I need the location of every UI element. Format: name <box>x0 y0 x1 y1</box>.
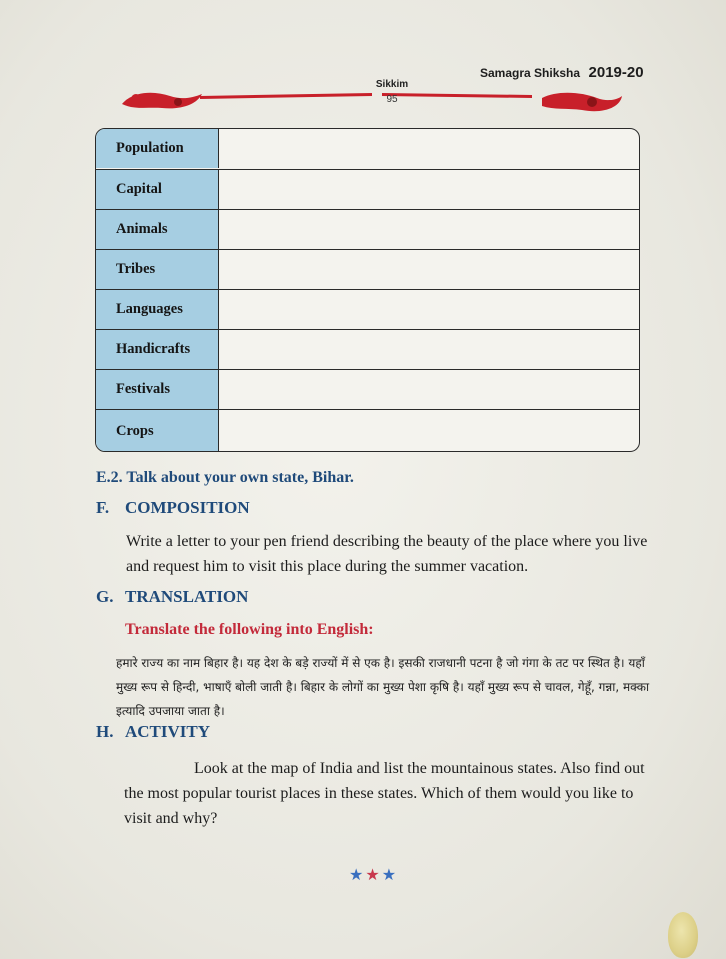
star-icon: ★ <box>365 865 382 884</box>
section-f-heading <box>96 498 250 518</box>
row-label-tribes: Tribes <box>96 250 219 289</box>
table-row <box>96 369 639 409</box>
activity-body: Look at the map of India and list the mountainous states. Also find out the most popular tourist places in these states. Which of them would you like to visit and why? <box>124 760 645 827</box>
section-f-letter: F. <box>96 498 110 517</box>
state-info-table <box>95 128 640 452</box>
row-value-capital[interactable] <box>221 170 639 209</box>
footer-stars <box>349 865 409 884</box>
series-name: Samagra Shiksha <box>480 66 581 80</box>
row-value-handicrafts[interactable] <box>221 330 639 369</box>
table-row <box>96 209 639 249</box>
section-g-letter: G. <box>96 587 114 606</box>
page-number: 95 <box>386 94 398 105</box>
row-value-tribes[interactable] <box>221 250 639 289</box>
row-label-population: Population <box>96 129 219 168</box>
row-label-animals: Animals <box>96 210 219 249</box>
table-row <box>96 329 639 369</box>
table-row <box>96 169 639 209</box>
row-value-population[interactable] <box>221 129 639 168</box>
hindi-passage: हमारे राज्य का नाम बिहार है। यह देश के बड़े राज्यों में से एक है। इसकी राजधानी पटना है जो गंगा के तट पर स्थित है। यहाँ मुख्य रूप से हिन्दी, भाषाएँ बोली जाती है। बिहार के लोगों का मुख्य पेशा कृषि है। यहाँ मुख्य रूप से चावल, गेहूँ, गन्ना, मक्का इत्यादि उपजाया जाता है। <box>116 656 650 718</box>
star-icon: ★ <box>349 865 366 884</box>
paper-stain <box>668 912 698 958</box>
section-h-title: ACTIVITY <box>125 722 211 741</box>
row-value-festivals[interactable] <box>221 370 639 409</box>
row-value-languages[interactable] <box>221 290 639 329</box>
section-g-heading <box>96 587 248 607</box>
row-value-animals[interactable] <box>221 210 639 249</box>
section-e2-heading: E.2. Talk about your own state, Bihar. <box>96 469 354 486</box>
table-row <box>96 289 639 329</box>
star-icon: ★ <box>381 865 399 884</box>
series-header <box>480 64 644 82</box>
table-row <box>96 249 639 289</box>
row-value-crops[interactable] <box>221 410 639 452</box>
section-f-title: COMPOSITION <box>125 498 250 517</box>
row-label-capital: Capital <box>96 170 219 209</box>
series-year: 2019-20 <box>588 64 644 81</box>
table-row <box>96 129 639 168</box>
section-g-title: TRANSLATION <box>125 587 249 606</box>
row-label-handicrafts: Handicrafts <box>96 330 219 369</box>
table-row <box>96 409 639 452</box>
activity-text <box>124 756 664 831</box>
section-h-heading <box>96 722 210 742</box>
chapter-title: Sikkim <box>375 79 409 90</box>
row-label-festivals: Festivals <box>96 370 219 409</box>
translation-subheading: Translate the following into English: <box>125 621 374 638</box>
row-label-crops: Crops <box>96 410 219 452</box>
section-h-letter: H. <box>96 722 114 741</box>
composition-text: Write a letter to your pen friend describing the beauty of the place where you live and request him to visit this place during the summer vacation. <box>126 533 648 575</box>
row-label-languages: Languages <box>96 290 219 329</box>
